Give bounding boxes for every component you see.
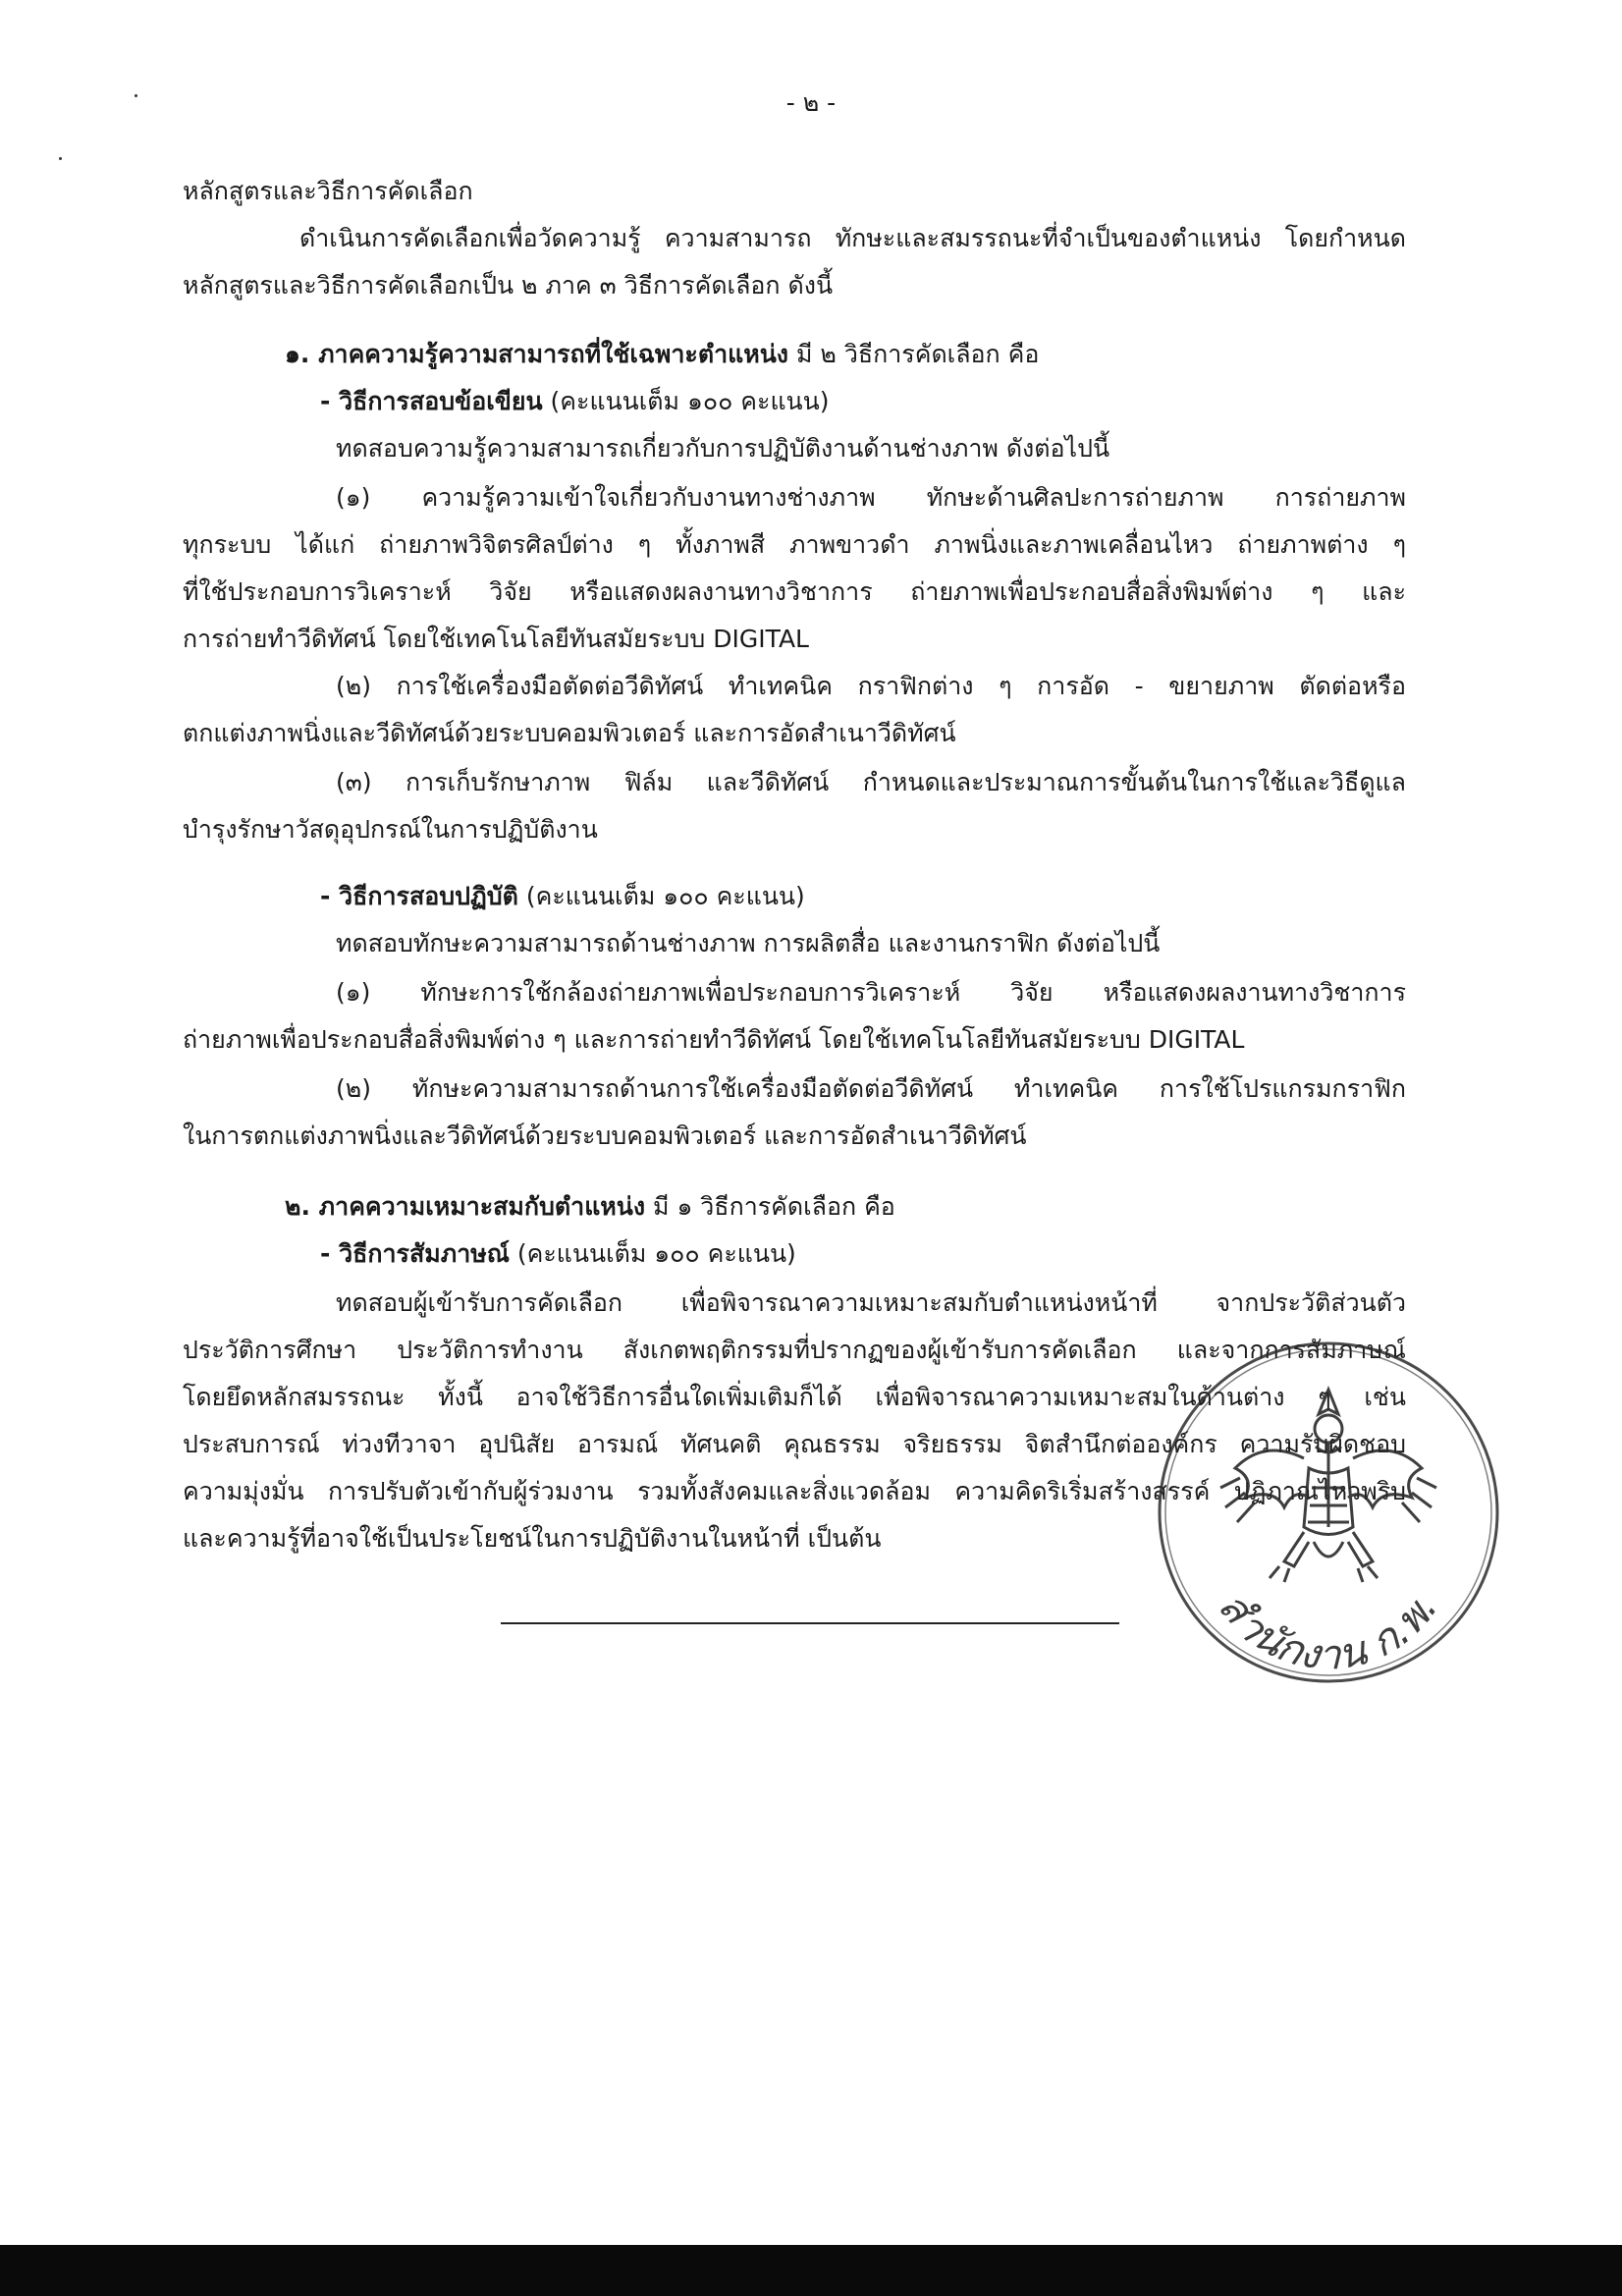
signature-line xyxy=(501,1622,1119,1624)
written-item2-line: (๒) การใช้เครื่องมือตัดต่อวีดิทัศน์ ทำเทคนิค กราฟิกต่าง ๆ การอัด - ขยายภาพ ตัดต่อหรือ xyxy=(336,672,1406,700)
written-method-bold: - วิธีการสอบข้อเขียน xyxy=(320,387,543,415)
written-item2-line: ตกแต่งภาพนิ่งและวีดิทัศน์ด้วยระบบคอมพิวเตอร์ และการอัดสำเนาวีดิทัศน์ xyxy=(183,719,956,747)
interview-line: ทดสอบผู้เข้ารับการคัดเลือก เพื่อพิจารณาความเหมาะสมกับตำแหน่งหน้าที่ จากประวัติส่วนตัว xyxy=(336,1288,1406,1317)
written-desc: ทดสอบความรู้ความสามารถเกี่ยวกับการปฏิบัติงานด้านช่างภาพ ดังต่อไปนี้ xyxy=(336,434,1110,463)
part1-title-bold: ๑. ภาคความรู้ความสามารถที่ใช้เฉพาะตำแหน่ง xyxy=(285,340,789,368)
practical-method xyxy=(320,880,805,913)
interview-line: ประวัติการศึกษา ประวัติการทำงาน สังเกตพฤติกรรมที่ปรากฏของผู้เข้ารับการคัดเลือก และจากการสัมภาษณ์ xyxy=(183,1336,1406,1364)
written-item3-line: บำรุงรักษาวัสดุอุปกรณ์ในการปฏิบัติงาน xyxy=(183,815,598,844)
seal-text: สำนักงาน ก.พ. xyxy=(1209,1582,1447,1679)
part2-title-rest: มี ๑ วิธีการคัดเลือก คือ xyxy=(645,1192,895,1221)
practical-item1-line: ถ่ายภาพเพื่อประกอบสื่อสิ่งพิมพ์ต่าง ๆ และการถ่ายทำวีดิทัศน์ โดยใช้เทคโนโลยีทันสมัยระบบ DIGITAL xyxy=(183,1025,1245,1054)
official-seal-stamp xyxy=(1147,1331,1510,1694)
section-heading: หลักสูตรและวิธีการคัดเลือก xyxy=(183,177,473,205)
written-item1-line: การถ่ายทำวีดิทัศน์ โดยใช้เทคโนโลยีทันสมัยระบบ DIGITAL xyxy=(183,625,809,653)
interview-line: ประสบการณ์ ท่วงทีวาจา อุปนิสัย อารมณ์ ทัศนคติ คุณธรรม จริยธรรม จิตสำนึกต่อองค์กร ความรับผิดชอบ xyxy=(183,1430,1406,1458)
interview-method xyxy=(320,1237,796,1271)
intro-line: หลักสูตรและวิธีการคัดเลือกเป็น ๒ ภาค ๓ วิธีการคัดเลือก ดังนี้ xyxy=(183,271,834,300)
page-number: - ๒ - xyxy=(785,88,837,117)
interview-line: และความรู้ที่อาจใช้เป็นประโยชน์ในการปฏิบัติงานในหน้าที่ เป็นต้น xyxy=(183,1524,882,1553)
scan-speck xyxy=(59,157,62,160)
part1-title-rest: มี ๒ วิธีการคัดเลือก คือ xyxy=(788,340,1040,368)
written-item1-line: ที่ใช้ประกอบการวิเคราะห์ วิจัย หรือแสดงผลงานทางวิชาการ ถ่ายภาพเพื่อประกอบสื่อสิ่งพิมพ์ต่าง ๆ และ xyxy=(183,577,1406,606)
written-item1-line: (๑) ความรู้ความเข้าใจเกี่ยวกับงานทางช่างภาพ ทักษะด้านศิลปะการถ่ายภาพ การถ่ายภาพ xyxy=(336,483,1406,512)
scan-bottom-edge xyxy=(0,2245,1622,2296)
svg-text:สำนักงาน ก.พ. xyxy=(1210,1582,1447,1678)
interview-line: ความมุ่งมั่น การปรับตัวเข้ากับผู้ร่วมงาน รวมทั้งสังคมและสิ่งแวดล้อม ความคิดริเริ่มสร้างสรรค์ ปฏิภาณไหวพริบ xyxy=(183,1477,1406,1505)
written-method xyxy=(320,385,830,418)
garuda-emblem-icon xyxy=(1220,1390,1436,1582)
intro-line: ดำเนินการคัดเลือกเพื่อวัดความรู้ ความสามารถ ทักษะและสมรรถนะที่จำเป็นของตำแหน่ง โดยกำหนด xyxy=(299,224,1406,252)
part1-title xyxy=(285,338,1039,371)
written-method-score: (คะแนนเต็ม ๑๐๐ คะแนน) xyxy=(542,387,830,415)
practical-item1-line: (๑) ทักษะการใช้กล้องถ่ายภาพเพื่อประกอบการวิเคราะห์ วิจัย หรือแสดงผลงานทางวิชาการ xyxy=(336,978,1406,1007)
practical-method-score: (คะแนนเต็ม ๑๐๐ คะแนน) xyxy=(517,882,805,910)
practical-desc: ทดสอบทักษะความสามารถด้านช่างภาพ การผลิตสื่อ และงานกราฟิก ดังต่อไปนี้ xyxy=(336,929,1161,957)
written-item1-line: ทุกระบบ ได้แก่ ถ่ายภาพวิจิตรศิลป์ต่าง ๆ ทั้งภาพสี ภาพขาวดำ ภาพนิ่งและภาพเคลื่อนไหว ถ่ายภาพต่าง ๆ xyxy=(183,530,1406,559)
interview-method-score: (คะแนนเต็ม ๑๐๐ คะแนน) xyxy=(509,1239,796,1268)
practical-item2-line: ในการตกแต่งภาพนิ่งและวีดิทัศน์ด้วยระบบคอมพิวเตอร์ และการอัดสำเนาวีดิทัศน์ xyxy=(183,1121,1027,1150)
interview-line: โดยยึดหลักสมรรถนะ ทั้งนี้ อาจใช้วิธีการอื่นใดเพิ่มเติมก็ได้ เพื่อพิจารณาความเหมาะสมในด้านต่าง ๆ เช่น xyxy=(183,1383,1406,1411)
practical-item2-line: (๒) ทักษะความสามารถด้านการใช้เครื่องมือตัดต่อวีดิทัศน์ ทำเทคนิค การใช้โปรแกรมกราฟิก xyxy=(336,1074,1406,1103)
practical-method-bold: - วิธีการสอบปฏิบัติ xyxy=(320,882,518,910)
interview-method-bold: - วิธีการสัมภาษณ์ xyxy=(320,1239,510,1268)
written-item3-line: (๓) การเก็บรักษาภาพ ฟิล์ม และวีดิทัศน์ กำหนดและประมาณการขั้นต้นในการใช้และวิธีดูแล xyxy=(336,768,1406,796)
part2-title xyxy=(285,1190,895,1224)
part2-title-bold: ๒. ภาคความเหมาะสมกับตำแหน่ง xyxy=(285,1192,646,1221)
